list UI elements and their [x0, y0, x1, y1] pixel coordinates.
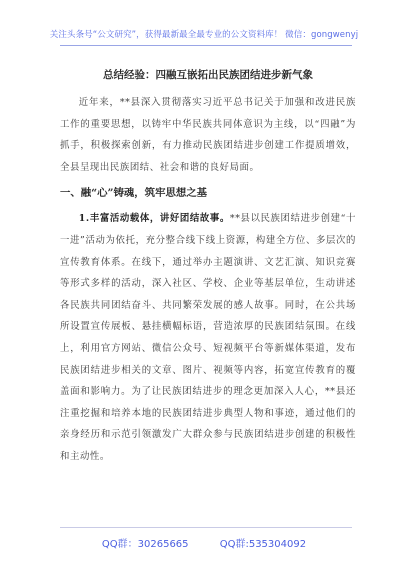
item-1-lead: 1.丰富活动载体，讲好团结故事。: [78, 213, 230, 225]
header-promo-note: 关注头条号“公文研究”，获得最新最全最专业的公文资料库！ 微信：gongwenyj: [49, 30, 359, 40]
section-heading-1: 一、融“心”铸魂，筑牢思想之基: [60, 187, 208, 200]
footer-qq-group-1: QQ群：30265665: [101, 539, 189, 550]
document-title: 总结经验：四融互嵌拓出民族团结进步新气象: [103, 69, 313, 81]
item-1-body: **县以民族团结进步创建“十一进”活动为依托，充分整合线下线上资源，构建全方位、多层次的宣传教育体系。在线下，通过举办主题演讲、文艺汇演、知识竞赛等形式多样的活动，深入社区、学校、企业等基层单位，生动讲述各民族共同团结奋斗、共同繁荣发展的感人故事。同时，在公共场所设置宣传展板、悬挂横幅标语，营造浓厚的民族团结氛围。在线上，利用官方网站、微信公众号、短视频平台等新媒体渠道，发布民族团结进步相关的文章、图片、视频等内容，拓宽宣传教育的覆盖面和影响力。为了让民族团结进步的理念更加深入人心，**县还注重挖掘和培养本地的民族团结进步典型人物和事迹，通过他们的亲身经历和示范引领激发广大群众参与民族团结进步创建的积极性和主动性。: [60, 213, 356, 462]
intro-paragraph: 近年来，**县深入贯彻落实习近平总书记关于加强和改进民族工作的重要思想，以铸牢中华民族共同体意识为主线，以“四融”为抓手，积极探索创新，有力推动民族团结进步创建工作提质增效，全县呈现出民族团结、社会和谐的良好局面。: [60, 97, 356, 173]
footer-qq-group-2: QQ群:535304092: [219, 539, 307, 550]
header-divider: [60, 45, 352, 46]
document-body: [60, 60, 356, 468]
footer-contacts: [0, 535, 408, 550]
footer-divider: [60, 527, 352, 528]
item-1-paragraph: [60, 208, 356, 467]
